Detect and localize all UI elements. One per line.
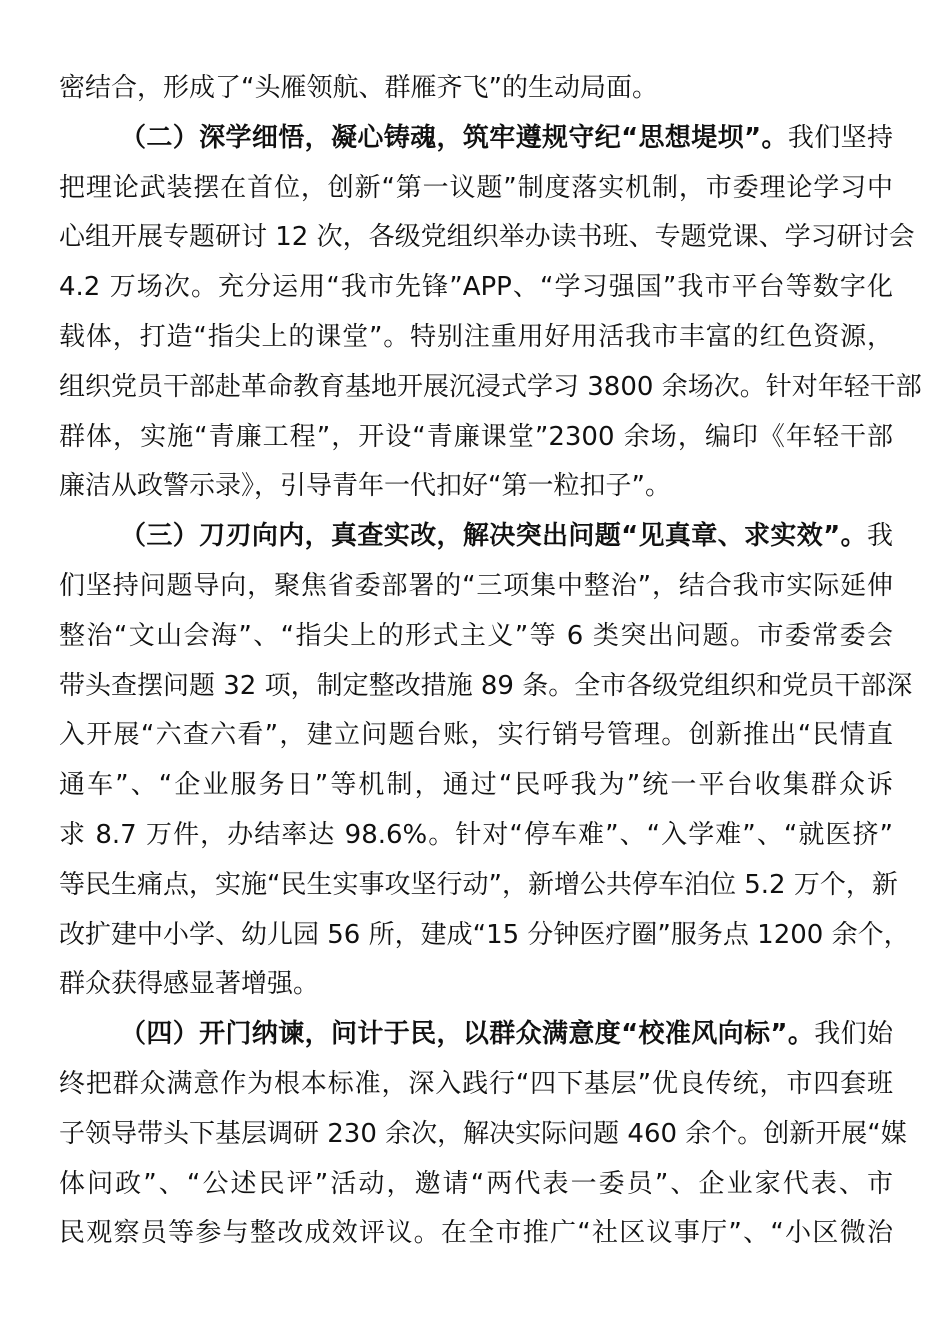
- paragraph-first-line: [59, 1010, 893, 1060]
- paragraph-text: 我们坚持: [787, 122, 893, 153]
- paragraph-line: 子领导带头下基层调研 230 余次，解决实际问题 460 余个。创新开展“媒: [59, 1118, 907, 1149]
- paragraph-line: 入开展“六查六看”，建立问题台账，实行销号管理。创新推出“民情直: [59, 720, 893, 751]
- paragraph-line: 群体，实施“青廉工程”，开设“青廉课堂”2300 余场，编印《年轻干部: [59, 421, 893, 452]
- paragraph-line: 群众获得感显著增强。: [59, 969, 320, 1000]
- paragraph-line: 体问政”、“公述民评”活动，邀请“两代表一委员”、企业家代表、市: [59, 1168, 893, 1199]
- paragraph-first-line: [59, 114, 893, 164]
- paragraph-line: 整治“文山会海”、“指尖上的形式主义”等 6 类突出问题。市委常委会: [59, 620, 893, 651]
- paragraph-line: 求 8.7 万件，办结率达 98.6%。针对“停车难”、“入学难”、“就医挤”: [59, 819, 893, 850]
- paragraph-text: 我们始: [814, 1019, 893, 1050]
- paragraph-line: 改扩建中小学、幼儿园 56 所，建成“15 分钟医疗圈”服务点 1200 余个，: [59, 919, 910, 950]
- paragraph-line: 4.2 万场次。充分运用“我市先锋”APP、“学习强国”我市平台等数字化: [59, 272, 893, 303]
- paragraph-line: 民观察员等参与整改成效评议。在全市推广“社区议事厅”、“小区微治: [59, 1218, 893, 1249]
- document-body: [59, 64, 922, 1259]
- paragraph-line: 通车”、“企业服务日”等机制，通过“民呼我为”统一平台收集群众诉: [59, 770, 893, 801]
- paragraph-line: 组织党员干部赴革命教育基地开展沉浸式学习 3800 余场次。针对年轻干部: [59, 371, 922, 402]
- paragraph-text: 我: [866, 521, 893, 552]
- paragraph-line: 把理论武装摆在首位，创新“第一议题”制度落实机制，市委理论学习中: [59, 172, 893, 203]
- paragraph-line: 载体，打造“指尖上的课堂”。特别注重用好用活我市丰富的红色资源，: [59, 321, 893, 352]
- paragraph-line: 密结合，形成了“头雁领航、群雁齐飞”的生动局面。: [59, 73, 658, 103]
- section-heading-2: （二）深学细悟，凝心铸魂，筑牢遵规守纪“思想堤坝”。: [120, 122, 788, 153]
- paragraph-line: 廉洁从政警示录》，引导青年一代扣好“第一粒扣子”。: [59, 471, 671, 502]
- paragraph-line: 们坚持问题导向，聚焦省委部署的“三项集中整治”，结合我市实际延伸: [59, 570, 893, 601]
- paragraph-line: 等民生痛点，实施“民生实事攻坚行动”，新增公共停车泊位 5.2 万个，新: [59, 869, 898, 900]
- section-heading-3: （三）刀刃向内，真查实改，解决突出问题“见真章、求实效”。: [120, 521, 867, 552]
- paragraph-line: 终把群众满意作为根本标准，深入践行“四下基层”优良传统，市四套班: [59, 1068, 893, 1099]
- paragraph-first-line: [59, 512, 893, 562]
- paragraph-line: 带头查摆问题 32 项，制定整改措施 89 条。全市各级党组织和党员干部深: [59, 670, 913, 701]
- section-heading-4: （四）开门纳谏，问计于民，以群众满意度“校准风向标”。: [120, 1019, 815, 1050]
- paragraph-line: 心组开展专题研讨 12 次，各级党组织举办读书班、专题党课、学习研讨会: [59, 222, 915, 253]
